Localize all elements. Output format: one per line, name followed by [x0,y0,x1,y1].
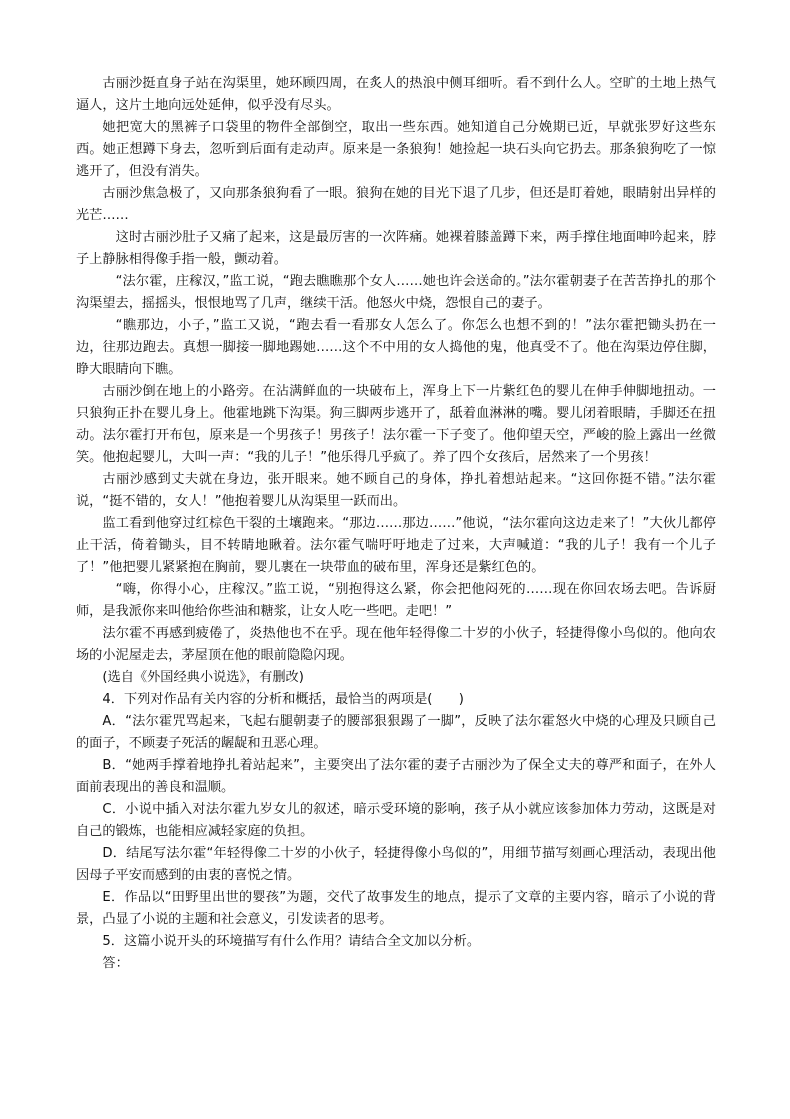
story-source: (选自《外国经典小说选》，有删改) [102,670,304,685]
answer-label: 答： [102,956,129,971]
story-paragraph: 古丽沙感到丈夫就在身边，张开眼来。她不顾自己的身体，挣扎着想站起来。“这回你挺不错。”法尔霍说，“挺不错的，女人！”他抱着婴儿从沟渠里一跃而出。 [76,472,716,509]
story-paragraph: “瞧那边，小子，”监工又说，“跑去看一看那女人怎么了。你怎么也想不到的！”法尔霍把锄头扔在一边，往那边跑去。真想一脚接一脚地踢她……这个不中用的女人捣他的鬼，他真受不了。他在沟渠边停住脚，睁大眼睛向下瞧。 [76,318,716,377]
story-paragraph: 监工看到他穿过红棕色干裂的土壤跑来。“那边……那边……”他说，“法尔霍向这边走来了！”大伙儿都停止干活，倚着锄头，目不转睛地瞅着。法尔霍气喘吁吁地走了过来，大声喊道：“我的儿子！我有一个儿子了！”他把婴儿紧紧抱在胸前，婴儿裹在一块带血的破布里，浑身还是紫红色的。 [76,516,716,575]
story-paragraph: 古丽沙挺直身子站在沟渠里，她环顾四周，在炙人的热浪中侧耳细听。看不到什么人。空旷的土地上热气逼人，这片土地向远处延伸，似乎没有尽头。 [76,76,716,113]
question-4-option-c: C．小说中插入对法尔霍九岁女儿的叙述，暗示受环境的影响，孩子从小就应该参加体力劳动，这既是对自己的锻炼，也能相应减轻家庭的负担。 [76,802,716,839]
question-5-stem: 5．这篇小说开头的环境描写有什么作用？请结合全文加以分析。 [102,934,481,949]
story-paragraph: “嗨，你得小心，庄稼汉。”监工说，“别抱得这么紧，你会把他闷死的……现在你回农场去吧。告诉厨师，是我派你来叫他给你些油和糖浆，让女人吃一些吧。走吧！” [76,582,716,619]
story-paragraph: 这时古丽沙肚子又痛了起来，这是最厉害的一次阵痛。她裸着膝盖蹲下来，两手撑住地面呻吟起来，脖子上静脉相得像手指一般，颤动着。 [76,230,716,267]
question-4-option-e: E．作品以“田野里出世的婴孩”为题，交代了故事发生的地点，提示了文章的主要内容，暗示了小说的背景，凸显了小说的主题和社会意义，引发读者的思考。 [76,890,716,927]
story-paragraph: 她把宽大的黑裤子口袋里的物件全部倒空，取出一些东西。她知道自己分娩期已近，早就张罗好这些东西。她正想蹲下身去，忽听到后面有走动声。原来是一条狼狗！她捡起一块石头向它扔去。那条狼狗吃了一惊逃开了，但没有消失。 [76,120,716,179]
story-paragraph: 古丽沙焦急极了，又向那条狼狗看了一眼。狼狗在她的目光下退了几步，但还是盯着她，眼睛射出异样的光芒…… [76,186,716,223]
story-paragraph: “法尔霍，庄稼汉，”监工说，“跑去瞧瞧那个女人……她也许会送命的。”法尔霍朝妻子在苦苦挣扎的那个沟渠望去，摇摇头，恨恨地骂了几声，继续干活。他怒火中烧，怨恨自己的妻子。 [76,274,716,311]
story-paragraph: 法尔霍不再感到疲倦了，炎热他也不在乎。现在他年轻得像二十岁的小伙子，轻捷得像小鸟似的。他向农场的小泥屋走去，茅屋顶在他的眼前隐隐闪现。 [76,626,716,663]
question-4-stem: 4．下列对作品有关内容的分析和概括，最恰当的两项是( ) [102,692,464,707]
question-4-option-b: B．“她两手撑着地挣扎着站起来”，主要突出了法尔霍的妻子古丽沙为了保全丈夫的尊严和面子，在外人面前表现出的善良和温顺。 [76,758,716,795]
document-page [76,73,716,975]
story-paragraph: 古丽沙倒在地上的小路旁。在沾满鲜血的一块破布上，浑身上下一片紫红色的婴儿在伸手伸脚地扭动。一只狼狗正扑在婴儿身上。他霍地跳下沟渠。狗三脚两步逃开了，舐着血淋淋的嘴。婴儿闭着眼睛，手脚还在扭动。法尔霍打开布包，原来是一个男孩子！男孩子！法尔霍一下子变了。他仰望天空，严峻的脸上露出一丝微笑。他抱起婴儿，大叫一声：“我的儿子！”他乐得几乎疯了。养了四个女孩后，居然来了一个男孩！ [76,384,716,465]
question-4-option-d: D．结尾写法尔霍“年轻得像二十岁的小伙子，轻捷得像小鸟似的”，用细节描写刻画心理活动，表现出他因母子平安而感到的由衷的喜悦之情。 [76,846,716,883]
question-4-option-a: A．“法尔霍咒骂起来，飞起右腿朝妻子的腰部狠狠踢了一脚”，反映了法尔霍怒火中烧的心理及只顾自己的面子，不顾妻子死活的龌龊和丑恶心理。 [76,714,716,751]
